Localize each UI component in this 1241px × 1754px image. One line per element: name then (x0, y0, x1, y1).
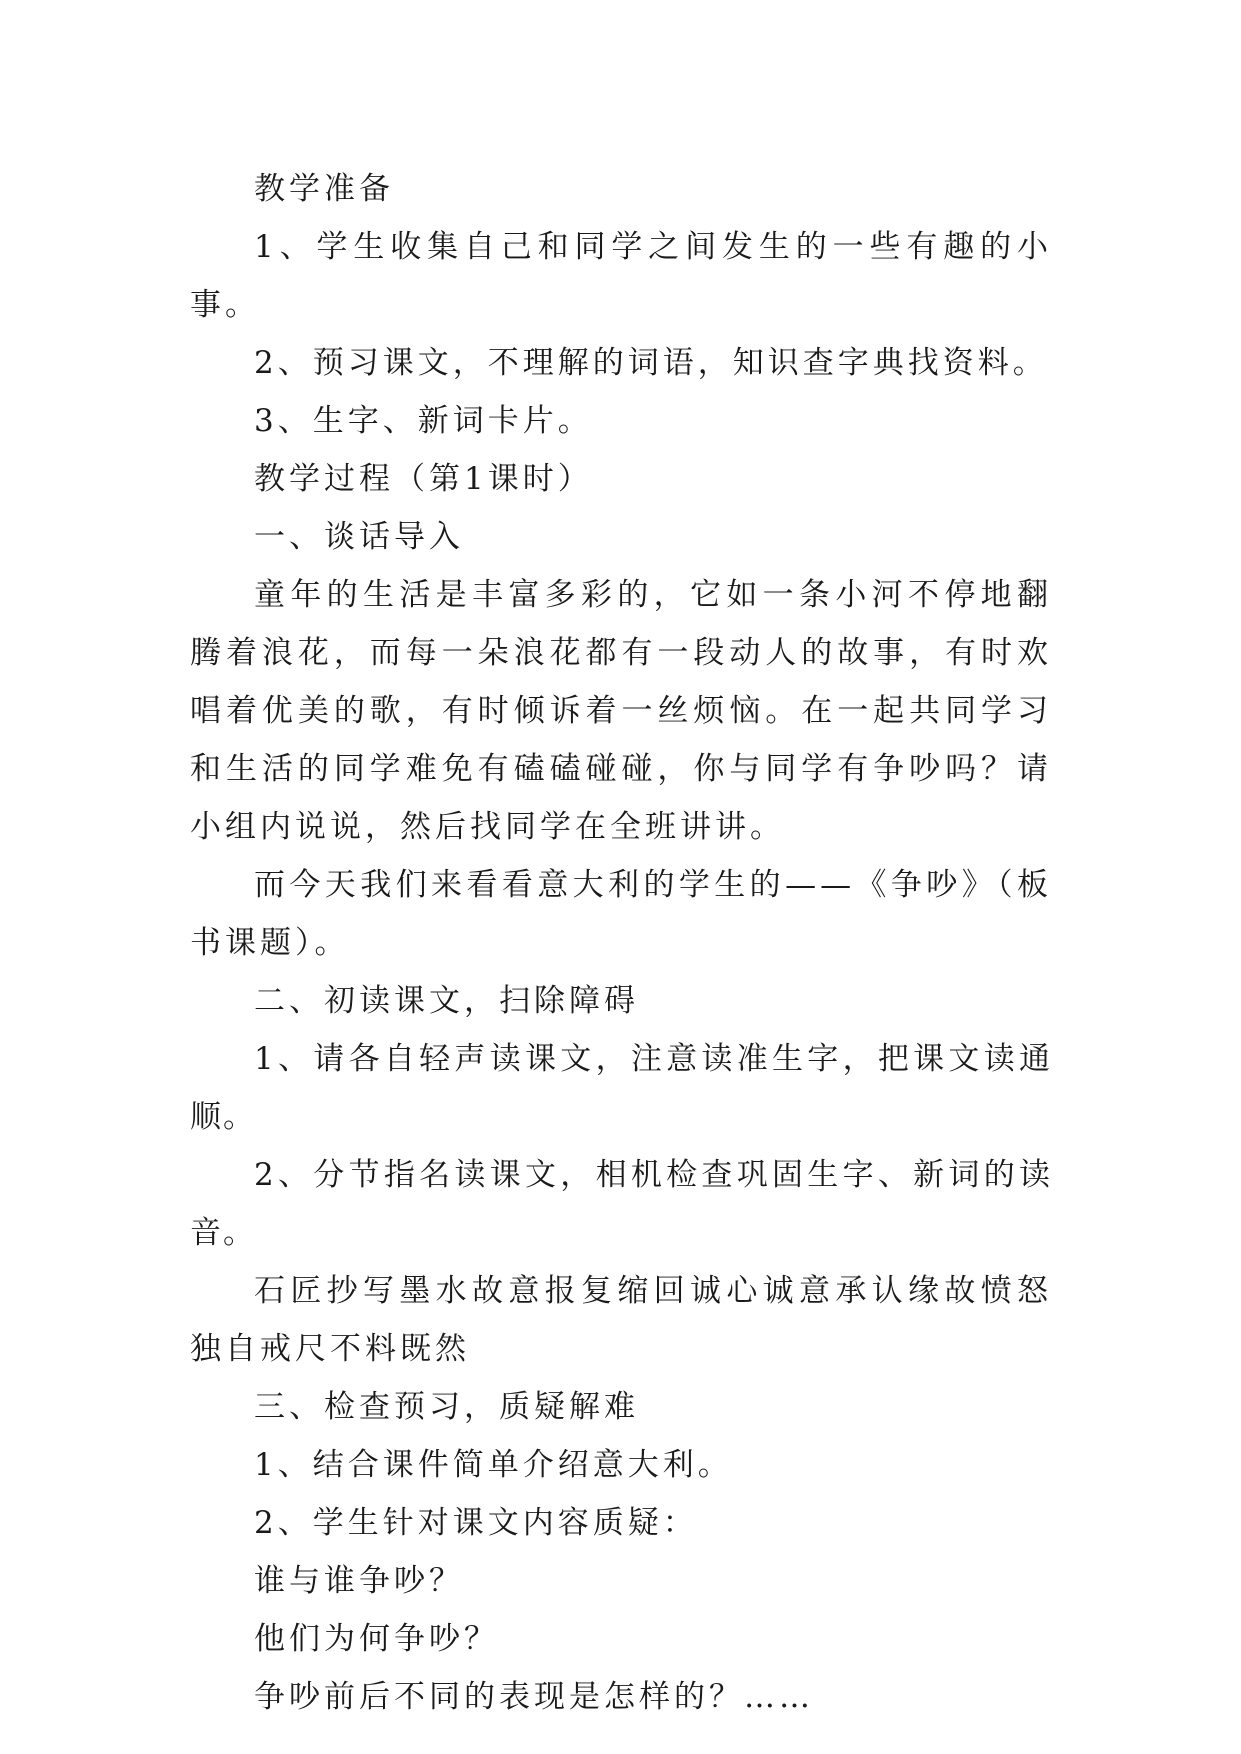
list-item: 2、预习课文，不理解的词语，知识查字典找资料。 (254, 345, 1048, 381)
subsection-heading: 三、检查预习，质疑解难 (254, 1389, 639, 1425)
list-item: 1、结合课件简单介绍意大利。 (254, 1447, 733, 1483)
list-item: 1、学生收集自己和同学之间发生的一些有趣的小事。 (190, 229, 1052, 323)
section-heading-preparation: 教学准备 (254, 171, 394, 207)
subsection-heading: 二、初读课文，扫除障碍 (254, 983, 639, 1019)
question-item: 谁与谁争吵？ (254, 1563, 464, 1599)
vocabulary-list: 石匠抄写墨水故意报复缩回诚心诚意承认缘故愤怒独自戒尺不料既然 (190, 1273, 1052, 1367)
document-body (190, 160, 1052, 1726)
question-item: 争吵前后不同的表现是怎样的？…… (254, 1679, 814, 1715)
body-paragraph: 而今天我们来看看意大利的学生的——《争吵》（板书课题）。 (190, 867, 1052, 961)
question-item: 他们为何争吵？ (254, 1621, 499, 1657)
list-item: 2、学生针对课文内容质疑： (254, 1505, 698, 1541)
list-item: 3、生字、新词卡片。 (254, 403, 593, 439)
section-heading-process: 教学过程（第1课时） (254, 461, 593, 497)
list-item: 2、分节指名读课文，相机检查巩固生字、新词的读音。 (190, 1157, 1052, 1251)
subsection-heading: 一、谈话导入 (254, 519, 464, 555)
body-paragraph: 童年的生活是丰富多彩的，它如一条小河不停地翻腾着浪花，而每一朵浪花都有一段动人的故事，有时欢唱着优美的歌，有时倾诉着一丝烦恼。在一起共同学习和生活的同学难免有磕磕碰碰，你与同学有争吵吗？请小组内说说，然后找同学在全班讲讲。 (190, 577, 1052, 845)
list-item: 1、请各自轻声读课文，注意读准生字，把课文读通顺。 (190, 1041, 1052, 1135)
